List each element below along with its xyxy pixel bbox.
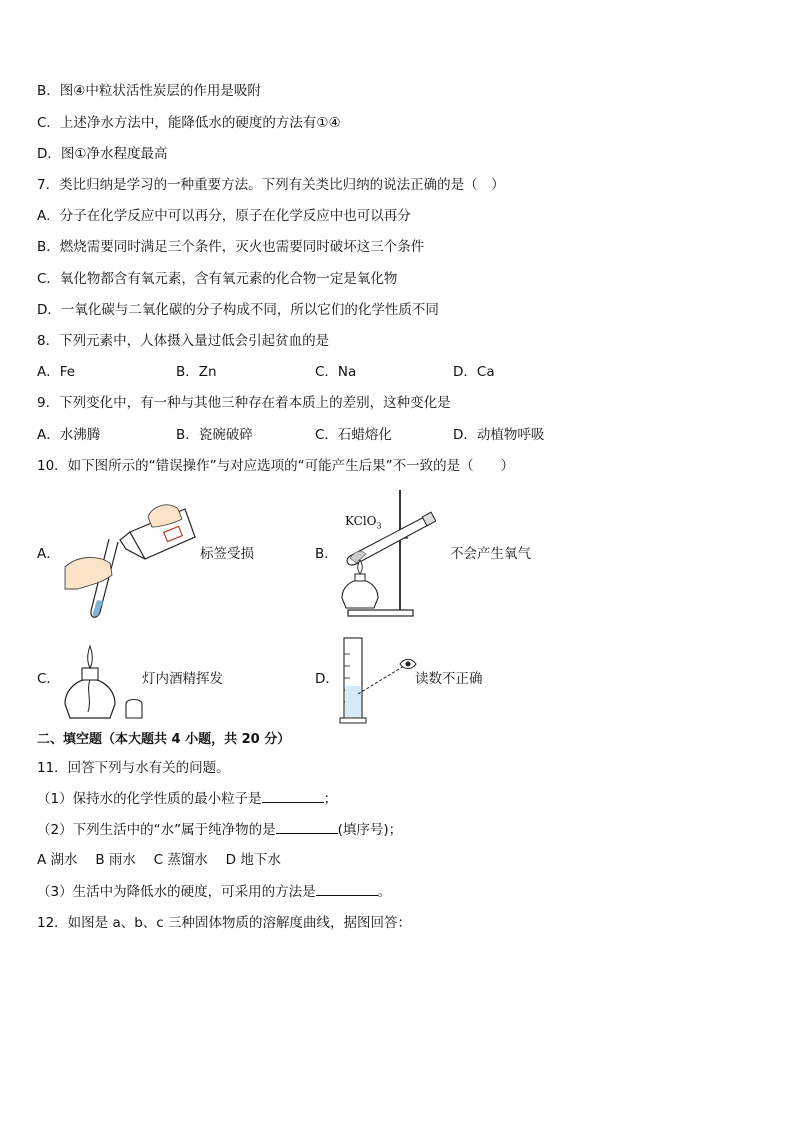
q10-caption-d: 读数不正确 bbox=[415, 671, 483, 687]
lamp-cap-icon bbox=[126, 700, 142, 719]
q10-caption-c: 灯内酒精挥发 bbox=[142, 671, 223, 687]
q7-option-b: B．燃烧需要同时满足三个条件，灭火也需要同时破坏这三个条件 bbox=[37, 239, 425, 255]
answer-blank[interactable] bbox=[276, 819, 338, 834]
q8-option-c: C．Na bbox=[315, 364, 357, 380]
test-tube-icon bbox=[347, 512, 436, 565]
q9-stem: 9．下列变化中，有一种与其他三种存在着本质上的差别，这种变化是 bbox=[37, 395, 451, 411]
q11-part2: （2）下列生活中的“水”属于纯净物的是 (填序号)； bbox=[37, 819, 402, 840]
q12-stem: 12．如图是 a、b、c 三种固体物质的溶解度曲线，据图回答： bbox=[37, 915, 412, 931]
uncovered-alcohol-lamp-figure bbox=[60, 634, 155, 724]
heating-apparatus-figure bbox=[338, 488, 438, 623]
graduated-cylinder-figure bbox=[338, 634, 418, 726]
q10-letter-d: D． bbox=[315, 671, 339, 687]
q10-caption-b: 不会产生氧气 bbox=[450, 546, 531, 562]
alcohol-lamp-icon bbox=[65, 646, 115, 718]
answer-blank[interactable] bbox=[316, 881, 378, 896]
q8-stem: 8．下列元素中，人体摄入量过低会引起贫血的是 bbox=[37, 333, 330, 349]
kclo3-label: KClO$_3$ bbox=[345, 514, 382, 531]
graduated-cylinder-icon bbox=[340, 638, 366, 723]
q7-stem: 7．类比归纳是学习的一种重要方法。下列有关类比归纳的说法正确的是（ ） bbox=[37, 177, 505, 193]
q10-letter-c: C． bbox=[37, 671, 60, 687]
q11-part3: （3）生活中为降低水的硬度，可采用的方法是 。 bbox=[37, 881, 391, 902]
q10-stem: 10．如下图所示的“错误操作”与对应选项的“可能产生后果”不一致的是（ ） bbox=[37, 458, 515, 474]
alcohol-lamp-icon bbox=[342, 560, 378, 608]
q6-option-c: C．上述净水方法中，能降低水的硬度的方法有①④ bbox=[37, 115, 341, 131]
q11-choices: A 湖水 B 雨水 C 蒸馏水 D 地下水 bbox=[37, 852, 281, 868]
q6-option-b: B．图④中粒状活性炭层的作用是吸附 bbox=[37, 83, 261, 99]
eye-icon bbox=[400, 660, 416, 669]
q10-letter-b: B． bbox=[315, 546, 338, 562]
answer-blank[interactable] bbox=[262, 788, 324, 803]
q9-option-d: D．动植物呼吸 bbox=[453, 427, 545, 443]
section-two-title: 二、填空题（本大题共 4 小题，共 20 分） bbox=[37, 732, 291, 747]
q10-letter-a: A． bbox=[37, 546, 60, 562]
q7-option-a: A．分子在化学反应中可以再分，原子在化学反应中也可以再分 bbox=[37, 208, 411, 224]
q6-option-d: D．图①净水程度最高 bbox=[37, 146, 168, 162]
q9-option-c: C．石蜡熔化 bbox=[315, 427, 392, 443]
q7-option-d: D．一氧化碳与二氧化碳的分子构成不同，所以它们的化学性质不同 bbox=[37, 302, 439, 318]
pouring-liquid-figure bbox=[60, 497, 200, 622]
q9-option-a: A．水沸腾 bbox=[37, 427, 101, 443]
q7-option-c: C．氧化物都含有氧元素，含有氧元素的化合物一定是氧化物 bbox=[37, 271, 398, 287]
q8-option-d: D．Ca bbox=[453, 364, 495, 380]
q11-stem: 11．回答下列与水有关的问题。 bbox=[37, 760, 230, 776]
q10-caption-a: 标签受损 bbox=[200, 546, 254, 562]
q11-part1: （1）保持水的化学性质的最小粒子是 ； bbox=[37, 788, 337, 809]
q8-option-b: B．Zn bbox=[176, 364, 217, 380]
q8-option-a: A．Fe bbox=[37, 364, 76, 380]
q9-option-b: B．瓷碗破碎 bbox=[176, 427, 253, 443]
